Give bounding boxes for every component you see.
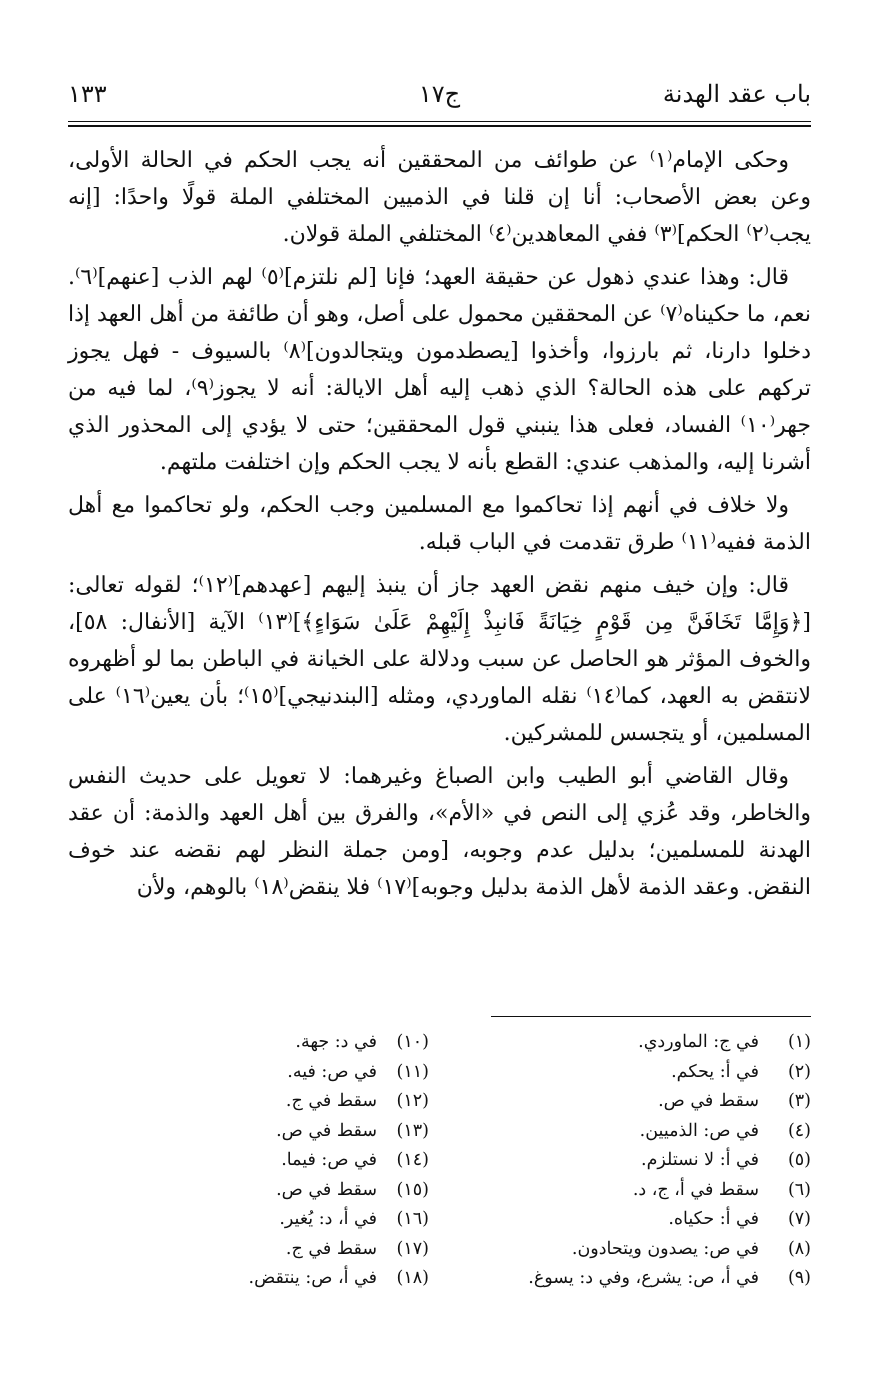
- footnote-number: (٦): [787, 1179, 811, 1200]
- footnote-number: (٧): [787, 1209, 811, 1229]
- paragraph: وحكى الإمام⁽١⁾ عن طوائف من المحققين أنه يجب الحكم في الحالة الأولى، وعن بعض الأصحاب: أنا إن قلنا في الذميين المختلفي الملة قولًا واحدًا: [إنه يجب⁽٢⁾ الحكم]⁽٣⁾ ففي المعاهدين⁽٤⁾ المختلفي الملة قولان.: [68, 148, 811, 247]
- footnote-text: في ص: الذميين.: [639, 1120, 759, 1141]
- footnote-rule: [491, 1016, 811, 1017]
- footnote-number: (٨): [787, 1238, 811, 1259]
- footnote: [451, 1176, 811, 1206]
- footnote: [451, 1087, 811, 1117]
- footnote-number: (١٢): [396, 1091, 429, 1111]
- footnote-number: (١): [787, 1032, 811, 1052]
- footnotes: [68, 1028, 811, 1328]
- footnote-text: في أ: حكياه.: [668, 1209, 759, 1229]
- footnote: [69, 1205, 429, 1235]
- main-text: [68, 142, 811, 912]
- footnote: [451, 1146, 811, 1176]
- footnote: [451, 1235, 811, 1265]
- footnote: [69, 1117, 429, 1147]
- page-number: ١٣٣: [68, 80, 107, 108]
- footnote-number: (١١): [396, 1061, 429, 1082]
- footnote: [451, 1117, 811, 1147]
- footnote: [69, 1058, 429, 1088]
- footnote: [69, 1235, 429, 1265]
- footnote-text: في ص: يصدون ويتحادون.: [571, 1238, 759, 1259]
- footnote: [451, 1058, 811, 1088]
- footnote-text: في ص: فيما.: [281, 1150, 377, 1170]
- footnote: [69, 1264, 429, 1294]
- footnote-text: سقط في ص.: [276, 1120, 377, 1141]
- footnote-number: (٩): [787, 1268, 811, 1288]
- footnote-text: في أ، ص: ينتقض.: [248, 1268, 377, 1288]
- header-rule: [68, 121, 811, 127]
- footnote-text: سقط في ص.: [658, 1091, 759, 1111]
- footnote-number: (٢): [787, 1061, 811, 1082]
- paragraph: وقال القاضي أبو الطيب وابن الصباغ وغيرهما: لا تعويل على حديث النفس والخاطر، وقد عُزي إلى النص في «الأم»، والفرق بين أهل العهد والذمة: أن عقد الهدنة للمسلمين؛ بدليل عدم وجوبه، [ومن جملة النظر لهم نقضه عند خوف النقض. وعقد الذمة لأهل الذمة بدليل وجوبه]⁽١٧⁾ فلا ينقض⁽١٨⁾ بالوهم، ولأن: [68, 764, 811, 900]
- paragraph: ولا خلاف في أنهم إذا تحاكموا مع المسلمين وجب الحكم، ولو تحاكموا مع أهل الذمة ففيه⁽١١⁾ طرق تقدمت في الباب قبله.: [68, 493, 811, 555]
- footnote-text: في أ: لا نستلزم.: [641, 1150, 759, 1170]
- footnote-number: (١٣): [396, 1120, 429, 1141]
- footnote: [69, 1176, 429, 1206]
- footnote: [69, 1028, 429, 1058]
- footnote-text: في أ، ص: يشرع، وفي د: يسوغ.: [528, 1268, 759, 1288]
- paragraph: قال: وإن خيف منهم نقض العهد جاز أن ينبذ إليهم [عهدهم]⁽١٢⁾؛ لقوله تعالى: [﴿وَإِمَّا تَخَافَنَّ مِن قَوْمٍ خِيَانَةً فَانبِذْ إِلَيْهِمْ عَلَىٰ سَوَاءٍ﴾]⁽١٣⁾ الآية [الأنفال: ٥٨]، والخوف المؤثر هو الحاصل عن سبب ودلالة على الخيانة في الباطن بما لو أظهروه لانتقض به العهد، كما⁽١٤⁾ نقله الماوردي، ومثله [البندنيجي]⁽١٥⁾؛ بأن يعين⁽١٦⁾ على المسلمين، أو يتجسس للمشركين.: [68, 573, 811, 746]
- footnote: [451, 1264, 811, 1294]
- footnote-column-right: [451, 1028, 811, 1294]
- footnote-text: سقط في ص.: [276, 1179, 377, 1200]
- running-header: [68, 80, 811, 116]
- paragraph: قال: وهذا عندي ذهول عن حقيقة العهد؛ فإنا [لم نلتزم]⁽٥⁾ لهم الذب [عنهم]⁽٦⁾. نعم، ما حكيناه⁽٧⁾ عن المحققين محمول على أصل، وهو أن طائفة من أهل العهد إذا دخلوا دارنا، ثم بارزوا، وأخذوا [يصطدمون ويتجالدون]⁽٨⁾ بالسيوف - فهل يجوز تركهم على هذه الحالة؟ الذي ذهب إليه أهل الايالة: أنه لا يجوز⁽٩⁾، لما فيه من جهر⁽١٠⁾ الفساد، فعلى هذا ينبني قول المحققين؛ حتى لا يؤدي إلى المحذور الذي أشرنا إليه، والمذهب عندي: القطع بأنه لا يجب الحكم وإن اختلفت ملتهم.: [68, 265, 811, 475]
- chapter-title: باب عقد الهدنة: [662, 80, 811, 108]
- footnote-number: (١٥): [396, 1179, 429, 1200]
- footnote-text: سقط في ج.: [285, 1238, 377, 1259]
- footnote-number: (٥): [787, 1150, 811, 1170]
- footnote-number: (٣): [787, 1091, 811, 1111]
- footnote-number: (١٠): [396, 1032, 429, 1052]
- footnote-text: في أ: يحكم.: [671, 1061, 759, 1082]
- footnote-number: (١٦): [396, 1209, 429, 1229]
- footnote: [451, 1028, 811, 1058]
- footnote-number: (٤): [787, 1120, 811, 1141]
- footnote-number: (١٨): [396, 1268, 429, 1288]
- footnote-text: في د: جهة.: [295, 1032, 377, 1052]
- footnote: [451, 1205, 811, 1235]
- footnote-text: في ص: فيه.: [287, 1061, 377, 1082]
- footnote-text: سقط في ج.: [285, 1091, 377, 1111]
- footnote-number: (١٤): [396, 1150, 429, 1170]
- footnote: [69, 1146, 429, 1176]
- footnote-text: سقط في أ، ج، د.: [632, 1179, 759, 1200]
- footnote-number: (١٧): [396, 1238, 429, 1259]
- footnote-column-left: [69, 1028, 429, 1294]
- footnote: [69, 1087, 429, 1117]
- footnote-text: في ج: الماوردي.: [638, 1032, 759, 1052]
- volume-label: ج١٧: [418, 80, 461, 108]
- footnote-text: في أ، د: يُغير.: [279, 1209, 377, 1229]
